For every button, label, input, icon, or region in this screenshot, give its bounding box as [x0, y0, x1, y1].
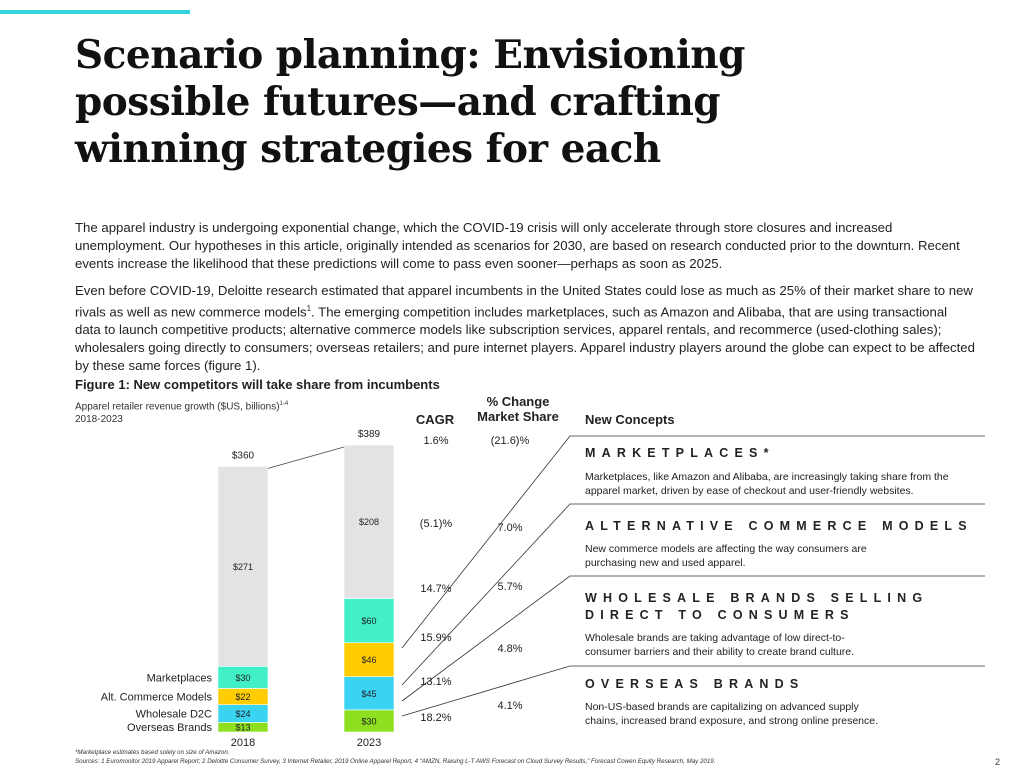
footnote-ref: 1: [306, 304, 312, 313]
figure-title: Figure 1: New competitors will take share from incumbents: [75, 377, 440, 392]
bar-value-label: $60: [361, 616, 377, 627]
bar-value-label: $208: [358, 517, 380, 528]
concept-title-overseas: OVERSEAS BRANDS: [585, 677, 805, 691]
cagr-value: 15.9%: [420, 632, 452, 644]
x-tick-label: 2023: [356, 737, 382, 749]
cagr-value: 14.7%: [420, 583, 452, 595]
bar-value-label: $22: [235, 692, 251, 703]
bar-value-label: $45: [361, 688, 377, 699]
market-share-value: 7.0%: [497, 522, 523, 534]
chart-title-text: Apparel retailer revenue growth ($US, billions): [75, 401, 280, 413]
bar-total-label: $389: [357, 429, 381, 440]
chart-subtitle: 2018-2023: [75, 414, 123, 426]
cagr-value: 1.6%: [423, 435, 449, 447]
intro-paragraph: The apparel industry is undergoing exponential change, which the COVID-19 crisis will only accelerate through store closures and increased unemployment. Our hypotheses in this article, originally intended as scenarios for 2030, are based on research conducted prior to the downturn. Recent events increase the likelihood that these predictions will come to pass even sooner—perhaps as soon as 2025.: [75, 220, 960, 271]
marketplace-footnote: *Marketplace estimates based solely on size of Amazon.: [75, 749, 230, 756]
market-share-header: % Change Market Share: [477, 394, 559, 424]
new-concepts-header: New Concepts: [585, 412, 675, 427]
concept-title-marketplaces: MARKETPLACES*: [585, 446, 775, 460]
context-text-a: Even before COVID-19, Deloitte research estimated that apparel incumbents in the United States could lose as much as 25% of their market share to new rivals as well as new commerce models: [75, 283, 973, 320]
x-tick-label: 2018: [230, 737, 256, 749]
concept-desc-marketplaces: Marketplaces, like Amazon and Alibaba, are increasingly taking share from the apparel market, driven by ease of checkout and user-friendly websites.: [585, 471, 949, 497]
legend-label: Marketplaces: [146, 672, 212, 685]
legend-label: Wholesale D2C: [135, 708, 212, 721]
page-number: 2: [994, 757, 1000, 767]
bar-connector: [268, 447, 344, 468]
legend-label: Alt. Commerce Models: [100, 691, 212, 704]
cagr-header: CAGR: [415, 412, 455, 427]
bar-value-label: $271: [232, 561, 254, 572]
market-share-value: 5.7%: [497, 581, 523, 593]
chart-title-sup: 1-4: [279, 401, 289, 407]
concept-desc-overseas: Non-US-based brands are capitalizing on advanced supply chains, increased brand exposure, and strong online presence.: [585, 701, 879, 727]
cagr-value: 13.1%: [420, 676, 452, 688]
bar-value-label: $46: [361, 655, 377, 666]
bar-value-label: $24: [235, 709, 251, 720]
concept-desc-alt-commerce: New commerce models are affecting the way consumers are purchasing new and used apparel.: [585, 543, 867, 569]
concept-title-wholesale-d2c: WHOLESALE BRANDS SELLING DIRECT TO CONSUMERS: [585, 591, 929, 622]
concept-title-alt-commerce: ALTERNATIVE COMMERCE MODELS: [585, 519, 973, 533]
market-share-value: (21.6)%: [490, 435, 530, 447]
bar-value-label: $30: [235, 672, 251, 683]
page-title: Scenario planning: Envisioning possible futures—and crafting winning strategies for each: [75, 32, 745, 172]
bar-value-label: $13: [235, 722, 251, 733]
market-share-value: 4.1%: [497, 700, 523, 712]
cagr-value: (5.1)%: [419, 518, 453, 530]
concept-desc-wholesale-d2c: Wholesale brands are taking advantage of low direct-to-consumer barriers and their ability to create brand culture.: [585, 632, 855, 658]
cagr-value: 18.2%: [420, 712, 452, 724]
sources-footnote: Sources: 1 Euromonitor 2019 Apparel Report; 2 Deloitte Consumer Survey, 3 Internet Retailer, 2019 Online Apparel Report, 4 “AMZN, Raising L-T AWS Forecast on Cloud Survey Results,” Forecast Cowen Equity Research, May 2019.: [75, 758, 716, 765]
bar-total-label: $360: [231, 450, 255, 462]
market-share-value: 4.8%: [497, 643, 523, 655]
context-text-b: . The emerging competition includes marketplaces, such as Amazon and Alibaba, that are using transactional data to launch competitive products; alternative commerce models like subscription services, apparel rentals, and recommerce (used-clothing sales); wholesalers going directly to consumers; overseas retailers; and pure internet players. Apparel industry players around the globe can expect to be affected by these same forces (figure 1).: [75, 304, 975, 374]
legend-label: Overseas Brands: [127, 722, 212, 735]
bar-value-label: $30: [361, 716, 377, 727]
